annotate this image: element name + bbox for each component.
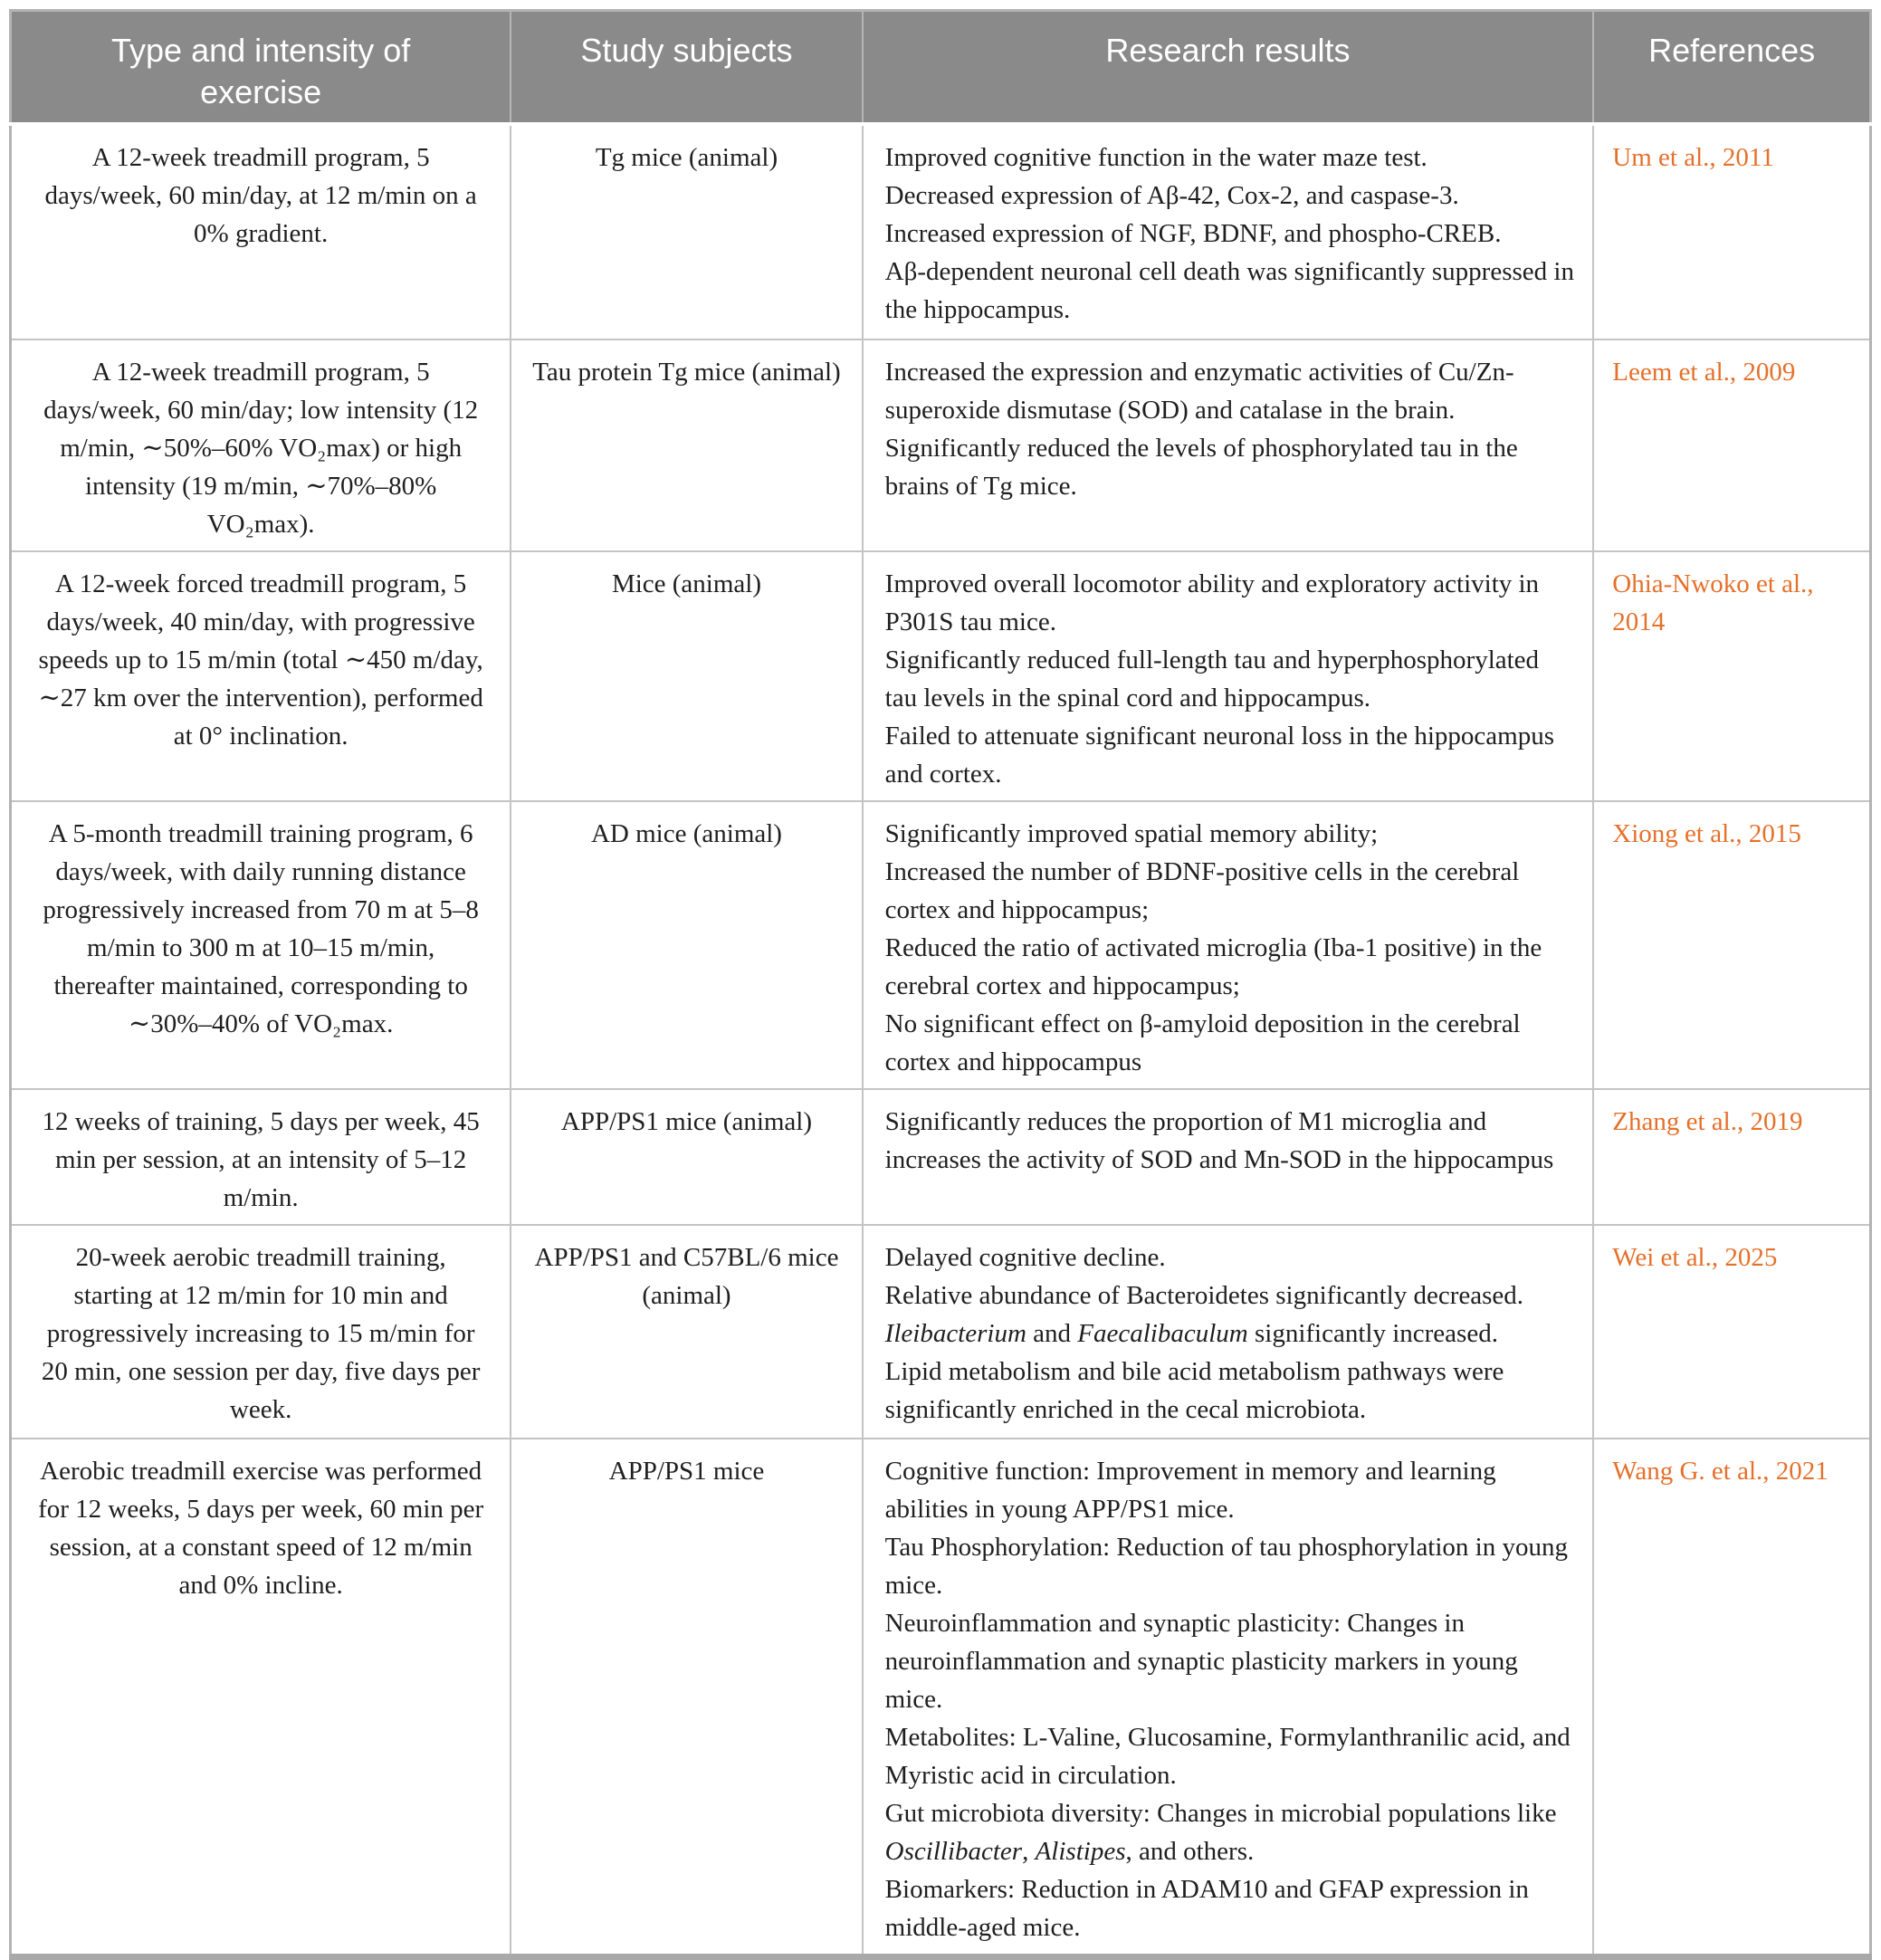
text-run: Neuroinflammation and synaptic plasticity: Changes in neuroinflammation and synaptic plasticity markers in young mice. <box>884 1609 1518 1714</box>
reference-link[interactable]: Zhang et al., 2019 <box>1612 1107 1803 1136</box>
result-line <box>885 215 1575 253</box>
result-line <box>885 177 1575 215</box>
text-run: Significantly reduced full-length tau and hyperphosphorylated tau levels in the spinal cord and hippocampus. <box>884 645 1540 712</box>
result-line <box>885 1276 1575 1315</box>
text-run: Delayed cognitive decline. <box>884 1243 1166 1272</box>
text-run: Gut microbiota diversity: Changes in microbial populations like <box>884 1799 1557 1828</box>
reference-link[interactable]: Um et al., 2011 <box>1612 143 1774 172</box>
cell-reference <box>1593 1439 1870 1957</box>
cell-reference <box>1593 339 1870 551</box>
cell-subjects: Tg mice (animal) <box>511 124 862 339</box>
text-run: Improved overall locomotor ability and exploratory activity in P301S tau mice. <box>884 569 1540 636</box>
result-line <box>885 1794 1575 1870</box>
col-header-subjects <box>511 11 862 125</box>
result-line <box>885 429 1575 505</box>
result-line <box>885 717 1575 793</box>
result-line <box>885 1103 1575 1179</box>
text-run: Lipid metabolism and bile acid metabolism pathways were significantly enriched in the cecal microbiota. <box>884 1357 1504 1424</box>
cell-results <box>863 124 1594 339</box>
result-line <box>885 1005 1575 1081</box>
result-line <box>885 815 1575 853</box>
cell-reference <box>1593 551 1870 801</box>
reference-link[interactable]: Leem et al., 2009 <box>1612 358 1796 387</box>
text-run: Improved cognitive function in the water maze test. <box>884 143 1427 172</box>
reference-link[interactable]: Wang G. et al., 2021 <box>1612 1457 1828 1486</box>
result-line <box>885 253 1575 329</box>
cell-reference <box>1593 1089 1870 1225</box>
text-run: Increased the expression and enzymatic activities of Cu/Zn-superoxide dismutase (SOD) and catalase in the brain. <box>884 358 1514 425</box>
text-run: , <box>1022 1837 1036 1866</box>
reference-link[interactable]: Ohia-Nwoko et al., 2014 <box>1612 569 1814 636</box>
text-run: Increased the number of BDNF-positive cells in the cerebral cortex and hippocampus; <box>884 857 1520 924</box>
cell-exercise: 20-week aerobic treadmill training, starting at 12 m/min for 10 min and progressively increasing to 15 m/min for 20 min, one session per day, five days per week. <box>11 1225 511 1439</box>
text-run: Significantly improved spatial memory ability; <box>884 819 1379 848</box>
table-row <box>11 1089 1871 1225</box>
table-row <box>11 124 1871 339</box>
text-run: Significantly reduced the levels of phosphorylated tau in the brains of Tg mice. <box>884 434 1518 501</box>
cell-results <box>863 1439 1594 1957</box>
text-run: Biomarkers: Reduction in ADAM10 and GFAP expression in middle-aged mice. <box>884 1875 1529 1942</box>
result-line <box>885 641 1575 717</box>
cell-subjects: APP/PS1 mice (animal) <box>511 1089 862 1225</box>
research-table <box>9 9 1872 1960</box>
italic-text-run: Faecalibaculum <box>1077 1319 1248 1348</box>
table-row <box>11 801 1871 1089</box>
cell-reference <box>1593 801 1870 1089</box>
col-header-results <box>863 11 1594 125</box>
col-header-exercise <box>11 11 511 125</box>
table-row <box>11 1225 1871 1439</box>
cell-results <box>863 339 1594 551</box>
col-header-subjects-label: Study subjects <box>580 32 793 69</box>
cell-exercise: A 12-week treadmill program, 5 days/week, 60 min/day, at 12 m/min on a 0% gradient. <box>11 124 511 339</box>
table-row <box>11 339 1871 551</box>
cell-subjects: AD mice (animal) <box>511 801 862 1089</box>
cell-exercise: 12 weeks of training, 5 days per week, 45 min per session, at an intensity of 5–12 m/min. <box>11 1089 511 1225</box>
text-run: and <box>1026 1319 1078 1348</box>
cell-exercise: A 12-week forced treadmill program, 5 days/week, 40 min/day, with progressive speeds up to 15 m/min (total ∼450 m/day, ∼27 km over the intervention), performed at 0° inclination. <box>11 551 511 801</box>
italic-text-run: Alistipes <box>1035 1837 1126 1866</box>
cell-exercise: A 12-week treadmill program, 5 days/week, 60 min/day; low intensity (12 m/min, ∼50%–60% VO₂max) or high intensity (19 m/min, ∼70%–80% VO₂max). <box>11 339 511 551</box>
cell-subjects: Tau protein Tg mice (animal) <box>511 339 862 551</box>
text-run: Reduced the ratio of activated microglia (Iba-1 positive) in the cerebral cortex and hippocampus; <box>884 933 1542 1000</box>
col-header-exercise-label: Type and intensity of exercise <box>111 32 411 110</box>
result-line <box>885 1870 1575 1946</box>
result-line <box>885 139 1575 177</box>
text-run: , and others. <box>1125 1837 1255 1866</box>
result-line <box>885 1315 1575 1353</box>
cell-exercise: Aerobic treadmill exercise was performed for 12 weeks, 5 days per week, 60 min per session, at a constant speed of 12 m/min and 0% incline. <box>11 1439 511 1957</box>
text-run: Tau Phosphorylation: Reduction of tau phosphorylation in young mice. <box>884 1533 1568 1600</box>
result-line <box>885 929 1575 1005</box>
table-header-row <box>11 11 1871 125</box>
result-line <box>885 853 1575 929</box>
italic-text-run: Oscillibacter <box>884 1837 1023 1866</box>
text-run: Increased expression of NGF, BDNF, and phospho-CREB. <box>884 219 1502 248</box>
text-run: Decreased expression of Aβ-42, Cox-2, and caspase-3. <box>884 181 1459 210</box>
cell-reference <box>1593 1225 1870 1439</box>
text-run: Metabolites: L-Valine, Glucosamine, Formylanthranilic acid, and Myristic acid in circulation. <box>884 1723 1571 1790</box>
cell-subjects: Mice (animal) <box>511 551 862 801</box>
table-header <box>11 11 1871 125</box>
reference-link[interactable]: Wei et al., 2025 <box>1612 1243 1778 1272</box>
text-run: Significantly reduces the proportion of M1 microglia and increases the activity of SOD and Mn-SOD in the hippocampus <box>884 1107 1554 1174</box>
table-body <box>11 124 1871 1957</box>
result-line <box>885 1353 1575 1429</box>
cell-results <box>863 1225 1594 1439</box>
text-run: Cognitive function: Improvement in memory and learning abilities in young APP/PS1 mice. <box>884 1457 1496 1524</box>
result-line <box>885 353 1575 429</box>
cell-results <box>863 801 1594 1089</box>
result-line <box>885 565 1575 641</box>
cell-subjects: APP/PS1 and C57BL/6 mice (animal) <box>511 1225 862 1439</box>
cell-reference <box>1593 124 1870 339</box>
col-header-references-label: References <box>1648 32 1816 69</box>
table-row <box>11 1439 1871 1957</box>
result-line <box>885 1718 1575 1794</box>
result-line <box>885 1604 1575 1718</box>
result-line <box>885 1452 1575 1528</box>
text-run: Aβ-dependent neuronal cell death was significantly suppressed in the hippocampus. <box>884 257 1574 324</box>
col-header-results-label: Research results <box>1105 32 1351 69</box>
result-line <box>885 1528 1575 1604</box>
text-run: Failed to attenuate significant neuronal loss in the hippocampus and cortex. <box>884 722 1555 789</box>
cell-subjects: APP/PS1 mice <box>511 1439 862 1957</box>
text-run: Relative abundance of Bacteroidetes significantly decreased. <box>884 1281 1524 1310</box>
cell-results <box>863 1089 1594 1225</box>
cell-exercise: A 5-month treadmill training program, 6 days/week, with daily running distance progressively increased from 70 m at 5–8 m/min to 300 m at 10–15 m/min, thereafter maintained, corresponding to ∼30%–40% of VO₂max. <box>11 801 511 1089</box>
text-run: significantly increased. <box>1247 1319 1498 1348</box>
cell-results <box>863 551 1594 801</box>
text-run: No significant effect on β-amyloid deposition in the cerebral cortex and hippocampus <box>884 1009 1521 1076</box>
col-header-references <box>1593 11 1870 125</box>
italic-text-run: Ileibacterium <box>884 1319 1026 1348</box>
reference-link[interactable]: Xiong et al., 2015 <box>1612 819 1801 848</box>
result-line <box>885 1238 1575 1276</box>
table-row <box>11 551 1871 801</box>
